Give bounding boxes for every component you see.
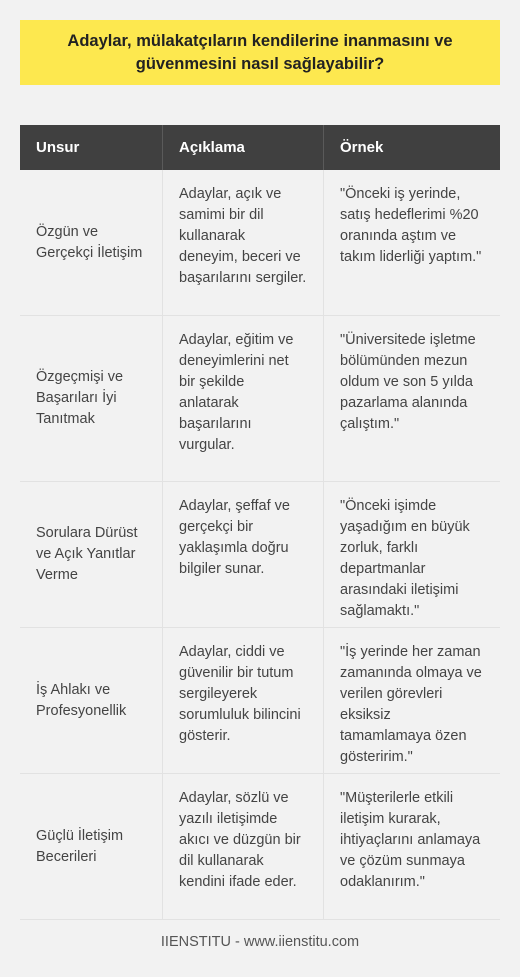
aciklama-cell: Adaylar, ciddi ve güvenilir bir tutum sergileyerek sorumluluk bilincini gösterir. [162,628,323,773]
column-header-unsur: Unsur [36,139,80,156]
table-row [20,316,500,482]
column-header-aciklama: Açıklama [162,125,323,170]
footer-credit: IIENSTITU - www.iienstitu.com [160,934,360,950]
table-header-row [20,125,500,170]
unsur-cell: Sorulara Dürüst ve Açık Yanıtlar Verme [36,525,138,583]
table-row [20,170,500,316]
unsur-cell: Güçlü İletişim Becerileri [36,827,124,865]
table-row [20,482,500,628]
comparison-table [20,125,500,920]
ornek-cell: "Önceki işimde yaşadığım en büyük zorluk, farklı departmanlar arasındaki iletişimi sağlamaktı." [323,482,500,627]
column-header-ornek: Örnek [323,125,500,170]
aciklama-cell: Adaylar, eğitim ve deneyimlerini net bir şekilde anlatarak başarılarını vurgular. [162,316,323,481]
ornek-cell: "Üniversitede işletme bölümünden mezun oldum ve son 5 yılda pazarlama alanında çalıştım." [323,316,500,481]
unsur-cell: Özgeçmişi ve Başarıları İyi Tanıtmak [36,369,124,427]
ornek-cell: "Müşterilerle etkili iletişim kurarak, ihtiyaçlarını anlamaya ve çözüm sunmaya odaklanırım." [323,774,500,919]
aciklama-cell: Adaylar, sözlü ve yazılı iletişimde akıcı ve düzgün bir dil kullanarak kendini ifade eder. [162,774,323,919]
unsur-cell: Özgün ve Gerçekçi İletişim [36,223,143,261]
page-title: Adaylar, mülakatçıların kendilerine inanmasını ve güvenmesini nasıl sağlayabilir? [67,31,453,73]
unsur-cell: İş Ahlakı ve Profesyonellik [36,681,127,719]
ornek-cell: "İş yerinde her zaman zamanında olmaya ve verilen görevleri eksiksiz tamamlamaya özen gösteririm." [323,628,500,773]
aciklama-cell: Adaylar, şeffaf ve gerçekçi bir yaklaşımla doğru bilgiler sunar. [162,482,323,627]
ornek-cell: "Önceki iş yerinde, satış hedeflerimi %20 oranında aştım ve takım liderliği yaptım." [323,170,500,315]
aciklama-cell: Adaylar, açık ve samimi bir dil kullanarak deneyim, beceri ve başarılarını sergiler. [162,170,323,315]
table-row [20,628,500,774]
title-banner [20,20,500,85]
table-row [20,774,500,920]
